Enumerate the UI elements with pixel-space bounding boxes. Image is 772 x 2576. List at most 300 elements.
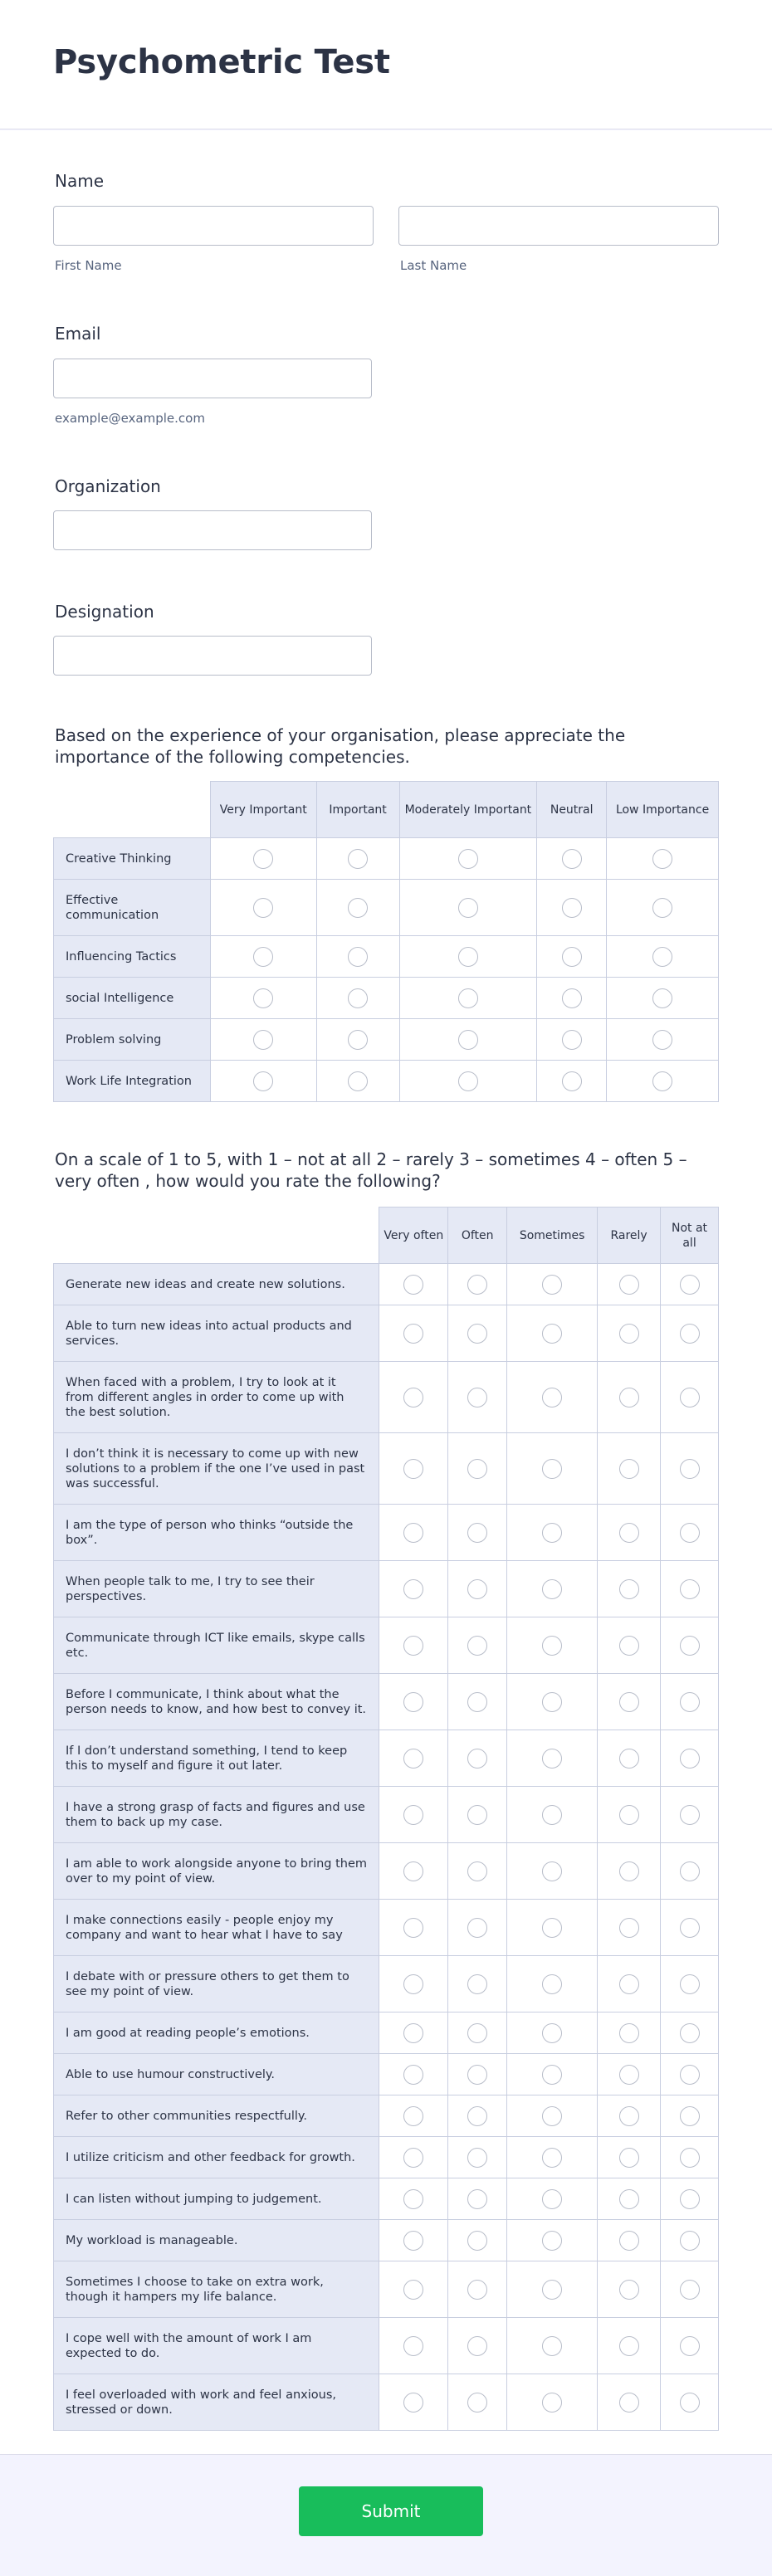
radio-cell: [507, 2054, 598, 2095]
radio-button[interactable]: [619, 2231, 639, 2251]
radio-button[interactable]: [403, 1974, 423, 1994]
row-label: If I don’t understand something, I tend to keep this to myself and figure it out later.: [54, 1730, 379, 1787]
radio-button[interactable]: [542, 1459, 562, 1479]
radio-cell: [661, 1362, 719, 1433]
radio-button[interactable]: [680, 2393, 700, 2413]
radio-cell: [379, 1956, 448, 2013]
radio-cell: [661, 2261, 719, 2318]
matrix-row: [54, 1019, 719, 1061]
radio-button[interactable]: [562, 849, 582, 869]
radio-cell: [210, 936, 316, 978]
radio-cell: [661, 1900, 719, 1956]
radio-cell: [448, 2054, 507, 2095]
matrix-row: [54, 1505, 719, 1561]
radio-button[interactable]: [403, 1579, 423, 1599]
radio-button[interactable]: [542, 1918, 562, 1938]
radio-button[interactable]: [403, 1692, 423, 1712]
radio-cell: [379, 2054, 448, 2095]
radio-cell: [661, 1730, 719, 1787]
radio-button[interactable]: [458, 849, 478, 869]
radio-cell: [316, 936, 399, 978]
radio-button[interactable]: [458, 898, 478, 918]
radio-cell: [448, 1264, 507, 1305]
radio-button[interactable]: [680, 1749, 700, 1769]
radio-button[interactable]: [467, 1974, 487, 1994]
radio-button[interactable]: [467, 1918, 487, 1938]
radio-button[interactable]: [619, 1974, 639, 1994]
matrix-row: [54, 1900, 719, 1956]
radio-cell: [379, 1730, 448, 1787]
radio-button[interactable]: [619, 1636, 639, 1656]
radio-button[interactable]: [467, 1388, 487, 1408]
radio-button[interactable]: [652, 849, 672, 869]
radio-button[interactable]: [403, 2106, 423, 2126]
radio-cell: [448, 2318, 507, 2374]
radio-button[interactable]: [680, 2231, 700, 2251]
name-label: Name: [55, 171, 105, 191]
matrix-corner: [54, 1208, 379, 1264]
radio-button[interactable]: [467, 2106, 487, 2126]
submit-button[interactable]: Submit: [299, 2486, 483, 2536]
matrix-row: [54, 2013, 719, 2054]
radio-cell: [379, 1674, 448, 1730]
column-header: Low Importance: [607, 782, 719, 838]
radio-button[interactable]: [403, 2189, 423, 2209]
radio-cell: [507, 2374, 598, 2431]
radio-cell: [507, 1264, 598, 1305]
row-label: I have a strong grasp of facts and figures and use them to back up my case.: [54, 1787, 379, 1843]
radio-cell: [598, 1956, 661, 2013]
radio-cell: [448, 1505, 507, 1561]
radio-button[interactable]: [562, 898, 582, 918]
designation-label: Designation: [55, 602, 154, 622]
radio-button[interactable]: [562, 1071, 582, 1091]
radio-cell: [598, 1561, 661, 1617]
radio-button[interactable]: [619, 1388, 639, 1408]
radio-button[interactable]: [467, 2393, 487, 2413]
radio-cell: [379, 1362, 448, 1433]
first-name-input[interactable]: [53, 206, 374, 246]
matrix-row: [54, 2095, 719, 2137]
radio-cell: [507, 1362, 598, 1433]
row-label: I cope well with the amount of work I am expected to do.: [54, 2318, 379, 2374]
radio-cell: [448, 1843, 507, 1900]
radio-button[interactable]: [542, 1275, 562, 1295]
radio-cell: [379, 1843, 448, 1900]
radio-button[interactable]: [458, 988, 478, 1008]
radio-button[interactable]: [403, 2280, 423, 2300]
row-label: I am the type of person who thinks “outside the box”.: [54, 1505, 379, 1561]
radio-button[interactable]: [542, 2280, 562, 2300]
matrix-row: [54, 1305, 719, 1362]
radio-cell: [507, 1505, 598, 1561]
radio-button[interactable]: [542, 2393, 562, 2413]
row-label: I feel overloaded with work and feel anxious, stressed or down.: [54, 2374, 379, 2431]
radio-cell: [379, 1617, 448, 1674]
radio-button[interactable]: [348, 849, 368, 869]
last-name-input[interactable]: [398, 206, 719, 246]
radio-cell: [661, 2178, 719, 2220]
radio-cell: [661, 1305, 719, 1362]
radio-cell: [448, 2178, 507, 2220]
radio-cell: [598, 1617, 661, 1674]
radio-button[interactable]: [680, 2280, 700, 2300]
radio-cell: [661, 2318, 719, 2374]
radio-button[interactable]: [403, 1805, 423, 1825]
radio-button[interactable]: [348, 898, 368, 918]
row-label: I am able to work alongside anyone to bring them over to my point of view.: [54, 1843, 379, 1900]
radio-cell: [598, 1900, 661, 1956]
designation-input[interactable]: [53, 636, 372, 676]
competencies-question: Based on the experience of your organisation, please appreciate the importance of the following competencies.: [55, 725, 626, 767]
radio-button[interactable]: [652, 947, 672, 967]
radio-button[interactable]: [467, 1523, 487, 1543]
radio-button[interactable]: [348, 947, 368, 967]
radio-button[interactable]: [542, 1974, 562, 1994]
radio-button[interactable]: [467, 2280, 487, 2300]
radio-button[interactable]: [403, 1324, 423, 1344]
radio-cell: [210, 1061, 316, 1102]
radio-button[interactable]: [253, 1030, 273, 1050]
radio-cell: [448, 1561, 507, 1617]
radio-cell: [507, 2178, 598, 2220]
radio-cell: [448, 2013, 507, 2054]
radio-button[interactable]: [619, 2393, 639, 2413]
radio-cell: [210, 978, 316, 1019]
radio-button[interactable]: [403, 2336, 423, 2356]
radio-cell: [448, 2261, 507, 2318]
radio-button[interactable]: [467, 1459, 487, 1479]
radio-cell: [507, 2137, 598, 2178]
radio-button[interactable]: [619, 1918, 639, 1938]
radio-button[interactable]: [467, 1636, 487, 1656]
radio-button[interactable]: [467, 2148, 487, 2168]
radio-button[interactable]: [542, 2023, 562, 2043]
radio-cell: [607, 1061, 719, 1102]
radio-cell: [537, 1061, 607, 1102]
radio-button[interactable]: [403, 2065, 423, 2085]
radio-button[interactable]: [680, 1324, 700, 1344]
radio-button[interactable]: [562, 1030, 582, 1050]
radio-cell: [448, 1956, 507, 2013]
radio-button[interactable]: [619, 2023, 639, 2043]
radio-cell: [598, 1843, 661, 1900]
form-header: [0, 0, 772, 129]
radio-cell: [537, 978, 607, 1019]
row-label: Creative Thinking: [54, 838, 211, 880]
radio-button[interactable]: [253, 988, 273, 1008]
radio-button[interactable]: [680, 1275, 700, 1295]
matrix-row: [54, 1061, 719, 1102]
radio-button[interactable]: [652, 1071, 672, 1091]
radio-button[interactable]: [680, 2148, 700, 2168]
radio-cell: [661, 1433, 719, 1505]
radio-button[interactable]: [403, 1275, 423, 1295]
radio-button[interactable]: [680, 1805, 700, 1825]
row-label: I am good at reading people’s emotions.: [54, 2013, 379, 2054]
radio-button[interactable]: [542, 2189, 562, 2209]
radio-button[interactable]: [619, 2106, 639, 2126]
row-label: Problem solving: [54, 1019, 211, 1061]
matrix-row: [54, 2220, 719, 2261]
row-label: social Intelligence: [54, 978, 211, 1019]
column-header: Rarely: [598, 1208, 661, 1264]
radio-cell: [598, 2137, 661, 2178]
radio-button[interactable]: [619, 1861, 639, 1881]
radio-cell: [448, 1730, 507, 1787]
radio-button[interactable]: [403, 2148, 423, 2168]
radio-cell: [316, 978, 399, 1019]
radio-button[interactable]: [652, 988, 672, 1008]
radio-button[interactable]: [542, 1579, 562, 1599]
radio-cell: [448, 2220, 507, 2261]
radio-button[interactable]: [652, 898, 672, 918]
radio-button[interactable]: [619, 2065, 639, 2085]
radio-button[interactable]: [403, 1459, 423, 1479]
radio-button[interactable]: [542, 1861, 562, 1881]
matrix-row: [54, 1561, 719, 1617]
row-label: Work Life Integration: [54, 1061, 211, 1102]
radio-cell: [448, 1787, 507, 1843]
radio-cell: [379, 2220, 448, 2261]
row-label: When faced with a problem, I try to look at it from different angles in order to come up with the best solution.: [54, 1362, 379, 1433]
radio-cell: [507, 1617, 598, 1674]
radio-button[interactable]: [542, 2336, 562, 2356]
radio-button[interactable]: [467, 2231, 487, 2251]
row-label: I debate with or pressure others to get them to see my point of view.: [54, 1956, 379, 2013]
radio-button[interactable]: [253, 947, 273, 967]
radio-button[interactable]: [253, 849, 273, 869]
last-name-sublabel: Last Name: [400, 258, 467, 273]
radio-button[interactable]: [680, 1523, 700, 1543]
column-header: Important: [316, 782, 399, 838]
radio-cell: [507, 1674, 598, 1730]
radio-button[interactable]: [467, 1861, 487, 1881]
organization-input[interactable]: [53, 510, 372, 550]
radio-button[interactable]: [619, 2280, 639, 2300]
radio-button[interactable]: [619, 1459, 639, 1479]
radio-cell: [661, 1843, 719, 1900]
radio-button[interactable]: [542, 2231, 562, 2251]
form-title: Psychometric Test: [53, 43, 390, 81]
radio-button[interactable]: [652, 1030, 672, 1050]
radio-cell: [210, 1019, 316, 1061]
radio-cell: [448, 1433, 507, 1505]
matrix-row: [54, 838, 719, 880]
radio-cell: [607, 978, 719, 1019]
radio-cell: [598, 1362, 661, 1433]
radio-cell: [507, 1730, 598, 1787]
radio-button[interactable]: [680, 2065, 700, 2085]
matrix-row: [54, 1674, 719, 1730]
radio-button[interactable]: [403, 1861, 423, 1881]
radio-button[interactable]: [680, 1692, 700, 1712]
competencies-matrix: [53, 781, 719, 1102]
radio-cell: [661, 1787, 719, 1843]
radio-cell: [507, 1843, 598, 1900]
radio-cell: [507, 1956, 598, 2013]
radio-button[interactable]: [403, 1918, 423, 1938]
radio-cell: [507, 1305, 598, 1362]
radio-cell: [448, 2137, 507, 2178]
organization-label: Organization: [55, 476, 161, 496]
radio-cell: [661, 1561, 719, 1617]
radio-cell: [598, 1730, 661, 1787]
radio-button[interactable]: [680, 1918, 700, 1938]
first-name-sublabel: First Name: [55, 258, 122, 273]
radio-button[interactable]: [680, 2023, 700, 2043]
radio-button[interactable]: [619, 1324, 639, 1344]
email-input[interactable]: [53, 359, 372, 398]
matrix-row: [54, 880, 719, 936]
radio-button[interactable]: [403, 2231, 423, 2251]
radio-button[interactable]: [619, 2148, 639, 2168]
radio-button[interactable]: [403, 1636, 423, 1656]
radio-button[interactable]: [403, 1388, 423, 1408]
radio-button[interactable]: [348, 1071, 368, 1091]
radio-cell: [507, 1787, 598, 1843]
radio-button[interactable]: [542, 2148, 562, 2168]
radio-button[interactable]: [458, 947, 478, 967]
radio-button[interactable]: [619, 1749, 639, 1769]
radio-cell: [598, 2220, 661, 2261]
radio-cell: [379, 2095, 448, 2137]
row-label: Before I communicate, I think about what the person needs to know, and how best to convey it.: [54, 1674, 379, 1730]
radio-button[interactable]: [680, 2336, 700, 2356]
radio-cell: [661, 2013, 719, 2054]
radio-cell: [598, 1305, 661, 1362]
radio-button[interactable]: [403, 1523, 423, 1543]
matrix-row: [54, 2261, 719, 2318]
radio-button[interactable]: [619, 2189, 639, 2209]
radio-button[interactable]: [680, 1861, 700, 1881]
radio-cell: [661, 1617, 719, 1674]
column-header: Sometimes: [507, 1208, 598, 1264]
radio-button[interactable]: [542, 2065, 562, 2085]
matrix-corner: [54, 782, 211, 838]
row-label: When people talk to me, I try to see their perspectives.: [54, 1561, 379, 1617]
matrix-row: [54, 1264, 719, 1305]
radio-button[interactable]: [619, 1523, 639, 1543]
radio-cell: [507, 2095, 598, 2137]
radio-button[interactable]: [542, 2106, 562, 2126]
radio-button[interactable]: [680, 1459, 700, 1479]
radio-button[interactable]: [467, 2189, 487, 2209]
radio-button[interactable]: [467, 2023, 487, 2043]
rating-question: On a scale of 1 to 5, with 1 – not at all 2 – rarely 3 – sometimes 4 – often 5 – very often , how would you rate the following?: [55, 1149, 687, 1191]
radio-button[interactable]: [467, 1324, 487, 1344]
radio-cell: [661, 1956, 719, 2013]
radio-button[interactable]: [542, 1692, 562, 1712]
radio-button[interactable]: [562, 947, 582, 967]
radio-button[interactable]: [680, 1974, 700, 1994]
radio-cell: [507, 1561, 598, 1617]
radio-button[interactable]: [253, 898, 273, 918]
radio-button[interactable]: [467, 2065, 487, 2085]
radio-button[interactable]: [253, 1071, 273, 1091]
radio-cell: [537, 880, 607, 936]
radio-button[interactable]: [680, 1388, 700, 1408]
column-header: Neutral: [537, 782, 607, 838]
row-label: I can listen without jumping to judgement.: [54, 2178, 379, 2220]
radio-cell: [598, 1505, 661, 1561]
radio-cell: [379, 2374, 448, 2431]
radio-cell: [661, 2137, 719, 2178]
radio-button[interactable]: [403, 2023, 423, 2043]
radio-button[interactable]: [467, 1275, 487, 1295]
row-label: Refer to other communities respectfully.: [54, 2095, 379, 2137]
radio-button[interactable]: [403, 2393, 423, 2413]
radio-button[interactable]: [542, 1324, 562, 1344]
radio-button[interactable]: [467, 1692, 487, 1712]
radio-button[interactable]: [680, 2106, 700, 2126]
radio-button[interactable]: [619, 1692, 639, 1712]
radio-button[interactable]: [619, 1275, 639, 1295]
radio-button[interactable]: [680, 2189, 700, 2209]
column-header: Moderately Important: [399, 782, 537, 838]
radio-button[interactable]: [619, 1579, 639, 1599]
radio-button[interactable]: [562, 988, 582, 1008]
radio-cell: [316, 1061, 399, 1102]
matrix-row: [54, 2137, 719, 2178]
matrix-row: [54, 2054, 719, 2095]
radio-button[interactable]: [680, 1579, 700, 1599]
radio-button[interactable]: [680, 1636, 700, 1656]
radio-cell: [316, 880, 399, 936]
radio-button[interactable]: [458, 1071, 478, 1091]
radio-cell: [379, 2178, 448, 2220]
radio-button[interactable]: [542, 1805, 562, 1825]
radio-button[interactable]: [467, 1749, 487, 1769]
radio-button[interactable]: [467, 2336, 487, 2356]
radio-cell: [399, 1019, 537, 1061]
radio-button[interactable]: [542, 1636, 562, 1656]
radio-button[interactable]: [542, 1388, 562, 1408]
radio-button[interactable]: [619, 2336, 639, 2356]
column-header: Very often: [379, 1208, 448, 1264]
radio-button[interactable]: [467, 1805, 487, 1825]
matrix-row: [54, 1843, 719, 1900]
radio-cell: [598, 2013, 661, 2054]
radio-button[interactable]: [542, 1523, 562, 1543]
radio-cell: [448, 2374, 507, 2431]
radio-cell: [537, 936, 607, 978]
radio-cell: [316, 838, 399, 880]
radio-cell: [399, 1061, 537, 1102]
radio-cell: [379, 2137, 448, 2178]
radio-cell: [399, 880, 537, 936]
radio-cell: [379, 1433, 448, 1505]
radio-cell: [537, 838, 607, 880]
radio-cell: [661, 2374, 719, 2431]
radio-button[interactable]: [348, 1030, 368, 1050]
radio-button[interactable]: [458, 1030, 478, 1050]
radio-cell: [507, 2220, 598, 2261]
radio-button[interactable]: [403, 1749, 423, 1769]
row-label: Able to use humour constructively.: [54, 2054, 379, 2095]
radio-cell: [661, 1264, 719, 1305]
radio-cell: [399, 936, 537, 978]
radio-cell: [379, 1305, 448, 1362]
row-label: I make connections easily - people enjoy my company and want to hear what I have to say: [54, 1900, 379, 1956]
radio-button[interactable]: [348, 988, 368, 1008]
radio-cell: [661, 2220, 719, 2261]
radio-button[interactable]: [542, 1749, 562, 1769]
radio-cell: [399, 978, 537, 1019]
radio-button[interactable]: [467, 1579, 487, 1599]
radio-button[interactable]: [619, 1805, 639, 1825]
column-header: Very Important: [210, 782, 316, 838]
